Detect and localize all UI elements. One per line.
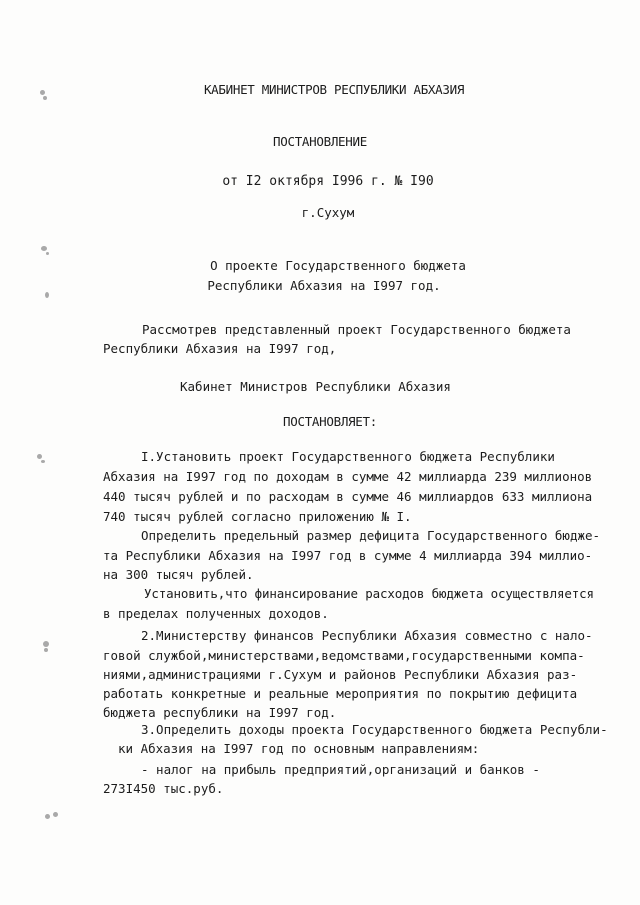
body-line: - налог на прибыль предприятий,организаций и банков -	[141, 762, 540, 777]
punch-mark-6	[44, 811, 64, 825]
body-line: ниями,администрациями г.Сухум и районов Республики Абхазия раз-	[103, 667, 578, 682]
body-line: 440 тысяч рублей и по расходам в сумме 46 миллиардов 633 миллиона	[103, 489, 593, 504]
body-line: 2.Министерству финансов Республики Абхазия совместно с нало-	[141, 628, 593, 643]
document-type: ПОСТАНОВЛЕНИЕ	[273, 134, 367, 149]
body-line: 273I450 тыс.руб.	[103, 781, 224, 796]
date-and-number: от I2 октября I996 г. № I90	[222, 174, 434, 189]
city: г.Сухум	[301, 205, 355, 220]
cabinet-heading: КАБИНЕТ МИНИСТРОВ РЕСПУБЛИКИ АБХАЗИЯ	[203, 82, 465, 97]
authority-line: Кабинет Министров Республики Абхазия	[180, 379, 451, 394]
subject-line-2: Республики Абхазия на I997 год.	[207, 278, 441, 293]
punch-mark-4	[36, 452, 46, 466]
body-line: 740 тысяч рублей согласно приложению № I.	[103, 509, 412, 524]
body-line: Абхазия на I997 год по доходам в сумме 42 миллиарда 239 миллионов	[103, 469, 593, 484]
body-line: I.Установить проект Государственного бюджета Республики	[141, 449, 555, 464]
body-line: Установить,что финансирование расходов бюджета осуществляется	[144, 586, 594, 601]
subject-line-1: О проекте Государственного бюджета	[210, 258, 466, 273]
punch-mark-2	[40, 243, 50, 257]
body-line: ки Абхазия на I997 год по основным направлениям:	[118, 741, 480, 756]
preamble-line-2: Республики Абхазия на I997 год,	[103, 341, 337, 356]
resolves-heading: ПОСТАНОВЛЯЕТ:	[283, 414, 377, 429]
punch-mark-5	[41, 640, 51, 654]
body-line: в пределах полученных доходов.	[103, 606, 329, 621]
body-line: работать конкретные и реальные мероприятия по покрытию дефицита	[103, 686, 578, 701]
preamble-line-1: Рассмотрев представленный проект Государственного бюджета	[142, 322, 571, 337]
body-line: та Республики Абхазия на I997 год в сумме 4 миллиарда 394 миллио-	[103, 548, 593, 563]
body-line: Определить предельный размер дефицита Государственного бюдже-	[141, 528, 601, 543]
body-line: говой службой,министерствами,ведомствами,государственными компа-	[103, 648, 585, 663]
body-line: 3.Определить доходы проекта Государственного бюджета Республи-	[141, 722, 608, 737]
body-line: бюджета республики на I997 год.	[103, 705, 337, 720]
body-line: на 300 тысяч рублей.	[103, 567, 254, 582]
